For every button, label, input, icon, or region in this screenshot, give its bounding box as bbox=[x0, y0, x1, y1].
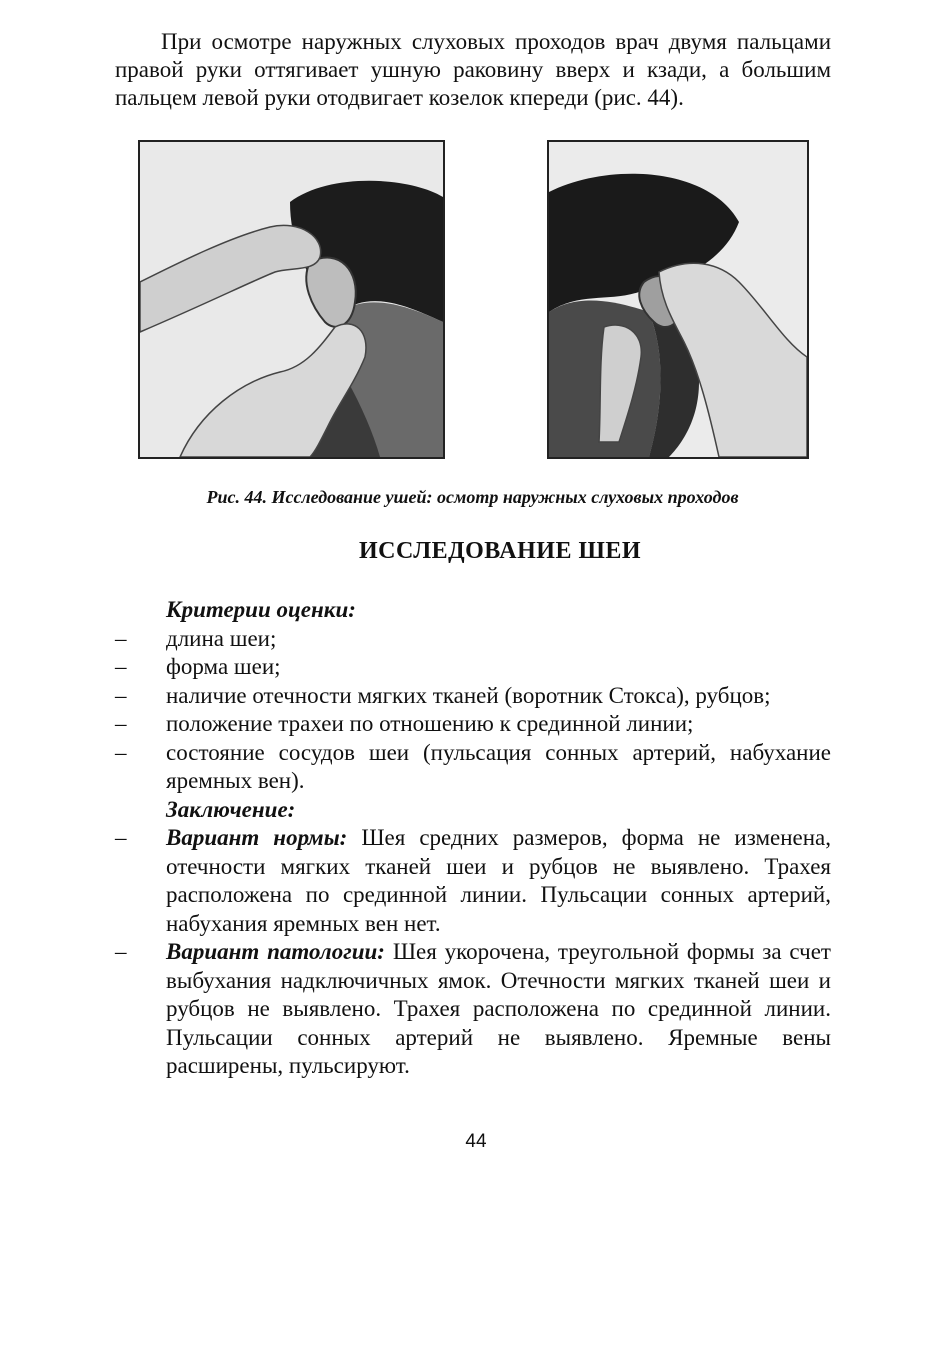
ear-exam-photo-left bbox=[138, 140, 445, 459]
conclusion-pathology-label: Вариант патологии: bbox=[166, 939, 393, 964]
list-item bbox=[115, 682, 831, 711]
list-item bbox=[115, 938, 831, 1081]
list-item bbox=[115, 824, 831, 938]
list-item bbox=[115, 653, 831, 682]
conclusion-normal-text: Шея средних размеров, форма не изменена, отечности мягких тканей шеи и рубцов не выявлено. Трахея расположена по срединной линии. Пульсации сонных артерий, набухания яремных вен нет. bbox=[166, 825, 832, 936]
criteria-list bbox=[115, 625, 831, 796]
ear-exam-photo-right bbox=[547, 140, 809, 459]
list-item bbox=[115, 739, 831, 796]
dash-bullet: – bbox=[115, 711, 127, 736]
dash-bullet: – bbox=[115, 939, 127, 964]
dash-bullet: – bbox=[115, 625, 127, 651]
dash-bullet: – bbox=[115, 654, 127, 679]
intro-paragraph bbox=[115, 28, 831, 112]
criteria-item-text: состояние сосудов шеи (пульсация сонных артерий, набухание яремных вен). bbox=[166, 739, 831, 793]
conclusion-pathology-text: Шея укорочена, треугольной формы за счет выбухания надключичных ямок. Отечности мягких тканей шеи и рубцов не выявлено. Трахея расположена по срединной линии. Пульсации сонных артерий не выявлено. Яремные вены расширены, пульсируют. bbox=[166, 939, 831, 1078]
conclusion-list bbox=[115, 824, 831, 1081]
list-item bbox=[115, 625, 831, 654]
criteria-heading: Критерии оценки: bbox=[166, 597, 356, 622]
section-content bbox=[115, 596, 831, 1081]
criteria-item-text: наличие отечности мягких тканей (воротник Стокса), рубцов; bbox=[166, 682, 771, 708]
criteria-item-text: длина шеи; bbox=[166, 625, 277, 651]
dash-bullet: – bbox=[115, 682, 127, 708]
conclusion-heading: Заключение: bbox=[166, 796, 296, 822]
dash-bullet: – bbox=[115, 739, 127, 765]
figure-caption: Рис. 44. Исследование ушей: осмотр наружных слуховых проходов bbox=[206, 487, 739, 507]
criteria-item-text: форма шеи; bbox=[166, 654, 281, 679]
list-item bbox=[115, 710, 831, 739]
intro-text: При осмотре наружных слуховых проходов врач двумя пальцами правой руки оттягивает ушную раковину вверх и кзади, а большим пальцем левой руки отодвигает козелок кпереди (рис. 44). bbox=[115, 29, 831, 110]
page-number: 44 bbox=[465, 1131, 487, 1152]
dash-bullet: – bbox=[115, 825, 127, 850]
criteria-item-text: положение трахеи по отношению к срединной линии; bbox=[166, 711, 694, 736]
conclusion-normal-label: Вариант нормы: bbox=[166, 825, 362, 850]
section-title: ИССЛЕДОВАНИЕ ШЕИ bbox=[358, 538, 641, 564]
